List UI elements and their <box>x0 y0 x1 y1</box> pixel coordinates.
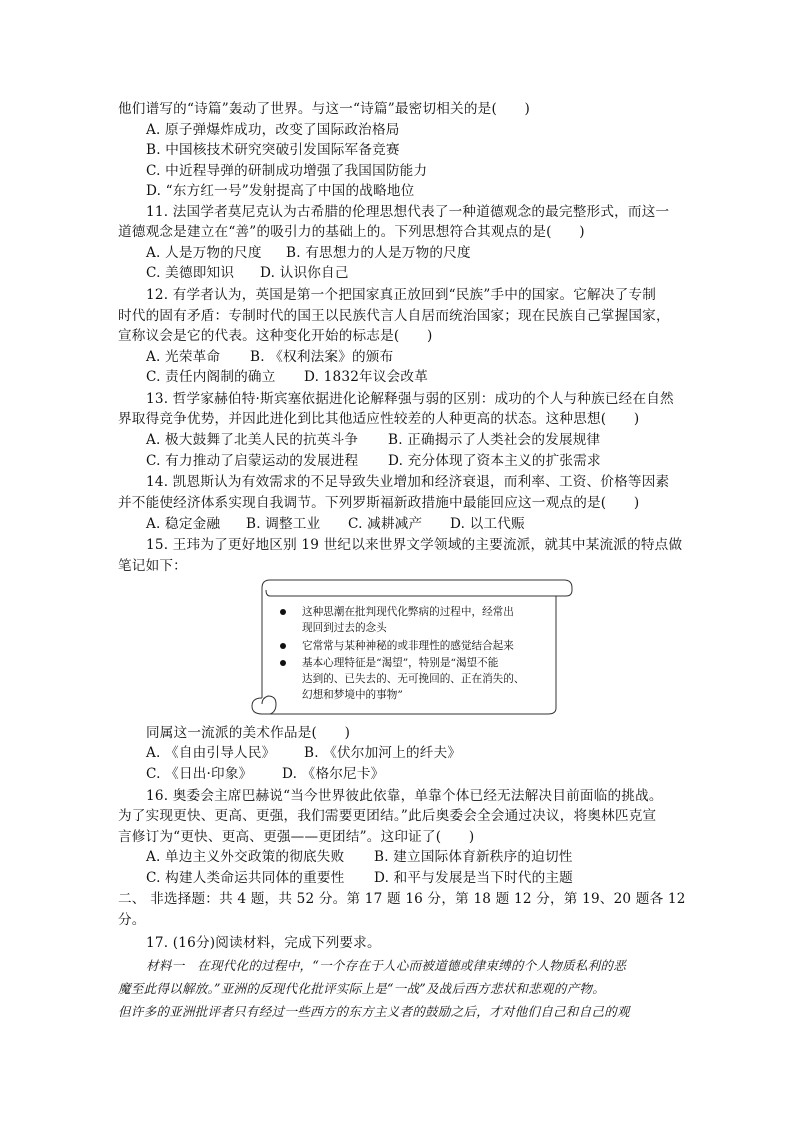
q10-option-a: A. 原子弹爆炸成功，改变了国际政治格局 <box>146 122 400 138</box>
q16-option-c: C. 构建人类命运共同体的重要性 <box>146 870 345 886</box>
q11-options-row2 <box>146 263 349 283</box>
q12-option-d: D. 1832年议会改革 <box>304 369 429 385</box>
q13-options-row1 <box>146 430 600 450</box>
q15-option-a: A. 《自由引导人民》 <box>146 745 276 761</box>
q17-material-line1: 材料一 在现代化的过程中，“一个存在于人心而被道德或律束缚的个人物质私利的恶 <box>146 958 627 973</box>
q15-option-b: B. 《伏尔加河上的纤夫》 <box>304 745 462 761</box>
q13-stem-line1: 13. 哲学家赫伯特·斯宾塞依据进化论解释强与弱的区别：成功的个人与种族已经在自然 <box>146 391 674 407</box>
q11-stem-line2: 道德观念是建立在“善”的吸引力的基础上的。下列思想符合其观点的是( ) <box>118 224 585 240</box>
q10-option-b: B. 中国核技术研究突破引发国际军备竞赛 <box>146 142 400 158</box>
q16-stem-line1: 16. 奥委会主席巴赫说“当今世界彼此依靠，单靠个体已经无法解决目前面临的挑战。 <box>146 788 663 804</box>
q16-stem-line2: 为了实现更快、更高、更强，我们需要更团结。”此后奥委会全会通过决议，将奥林匹克宣 <box>118 808 657 824</box>
q13-option-d: D. 充分体现了资本主义的扩张需求 <box>388 453 601 469</box>
q11-stem-line1: 11. 法国学者莫尼克认为古希腊的伦理思想代表了一种道德观念的最完整形式，而这一 <box>146 204 670 220</box>
q14-stem-line2: 并不能使经济体系实现自我调节。下列罗斯福新政措施中最能回应这一观点的是( ) <box>118 495 640 511</box>
q14-option-a: A. 稳定金融 <box>146 516 221 532</box>
q16-options-row1 <box>146 847 573 867</box>
note-bullet-2 <box>280 643 286 649</box>
q13-option-a: A. 极大鼓舞了北美人民的抗英斗争 <box>146 432 359 448</box>
section2-heading: 二、 非选择题：共 4 题，共 52 分。第 17 题 16 分，第 18 题 12 分，第 19、20 题各 12 <box>118 891 686 907</box>
q15-stem-line1: 15. 王玮为了更好地区别 19 世纪以来世界文学领域的主要流派，就其中某流派的特点做 <box>146 537 683 553</box>
q16-stem-line3: 言修订为“更快、更高、更强——更团结”。这印证了( ) <box>118 829 475 845</box>
q12-stem-line3: 宣称议会是它的代表。这种变化开始的标志是( ) <box>118 328 433 344</box>
q11-option-c: C. 美德即知识 <box>146 265 235 281</box>
q14-option-b: B. 调整工业 <box>246 516 321 532</box>
q14-option-d: D. 以工代赈 <box>450 516 525 532</box>
q15-options-row2 <box>146 764 384 784</box>
note-line-6: 幻想和梦境中的事物” <box>302 689 403 701</box>
q10-stem-tail: 他们谱写的“诗篇”轰动了世界。与这一“诗篇”最密切相关的是( ) <box>118 101 531 117</box>
q16-options-row2 <box>146 868 573 888</box>
note-line-4: 基本心理特征是“渴望”，特别是“渴望不能 <box>302 657 499 669</box>
note-bullet-3 <box>280 660 286 666</box>
q10-option-d: D. “东方红一号”发射提高了中国的战略地位 <box>146 183 415 199</box>
q11-option-b: B. 有思想力的人是万物的尺度 <box>286 245 471 261</box>
note-line-5: 达到的、已失去的、无可挽回的、正在消失的、 <box>302 673 525 685</box>
q16-option-b: B. 建立国际体育新秩序的迫切性 <box>374 849 573 865</box>
q12-options-row1 <box>146 347 393 367</box>
q11-options-row1 <box>146 243 471 263</box>
q11-option-d: D. 认识你自己 <box>260 265 349 281</box>
q12-option-b: B. 《权利法案》的颁布 <box>250 349 394 365</box>
q17-material-line3: 但许多的亚洲批评者只有经过一些西方的东方主义者的鼓励之后，才对他们自己和自己的观 <box>118 1004 630 1019</box>
q12-option-a: A. 光荣革命 <box>146 349 221 365</box>
q15-options-row1 <box>146 743 461 763</box>
note-line-2: 现回到过去的念头 <box>302 622 387 634</box>
q11-option-a: A. 人是万物的尺度 <box>146 245 262 261</box>
q13-options-row2 <box>146 451 601 471</box>
q15-stem-line2: 笔记如下： <box>118 558 187 574</box>
q15-option-c: C. 《日出·印象》 <box>146 766 253 782</box>
q14-stem-line1: 14. 凯恩斯认为有效需求的不足导致失业增加和经济衰退，而利率、工资、价格等因素 <box>146 474 670 490</box>
q16-option-a: A. 单边主义外交政策的彻底失败 <box>146 849 345 865</box>
note-bullet-1 <box>280 609 286 615</box>
q12-stem-line2: 时代的固有矛盾：专制时代的国王以民族代言人自居而统治国家；现在民族自己掌握国家， <box>118 308 670 324</box>
q12-options-row2 <box>146 367 428 387</box>
q15-question: 同属这一流派的美术作品是( ) <box>146 725 351 741</box>
note-line-3: 它常常与某种神秘的或非理性的感觉结合起来 <box>302 640 514 652</box>
q14-option-c: C. 减耕减产 <box>348 516 423 532</box>
q14-options-row <box>146 514 525 534</box>
q17-heading: 17. (16分)阅读材料，完成下列要求。 <box>146 935 381 951</box>
q12-stem-line1: 12. 有学者认为，英国是第一个把国家真正放回到“民族”手中的国家。它解决了专制 <box>146 287 657 303</box>
q17-material-line2: 魔至此得以解放。”亚洲的反现代化批评实际上是“一战”及战后西方悲状和悲观的产物。 <box>118 981 605 996</box>
q15-option-d: D. 《格尔尼卡》 <box>282 766 385 782</box>
q13-stem-line2: 界取得竞争优势，并因此进化到比其他适应性较差的人种更高的状态。这种思想( ) <box>118 411 640 427</box>
q16-option-d: D. 和平与发展是当下时代的主题 <box>374 870 573 886</box>
q12-option-c: C. 责任内阁制的确立 <box>146 369 276 385</box>
note-line-1: 这种思潮在批判现代化弊病的过程中，经常出 <box>302 606 514 618</box>
q10-option-c: C. 中近程导弹的研制成功增强了我国国防能力 <box>146 163 428 179</box>
q13-option-b: B. 正确揭示了人类社会的发展规律 <box>388 432 601 448</box>
q13-option-c: C. 有力推动了启蒙运动的发展进程 <box>146 453 359 469</box>
section2-heading-cont: 分。 <box>118 912 146 928</box>
